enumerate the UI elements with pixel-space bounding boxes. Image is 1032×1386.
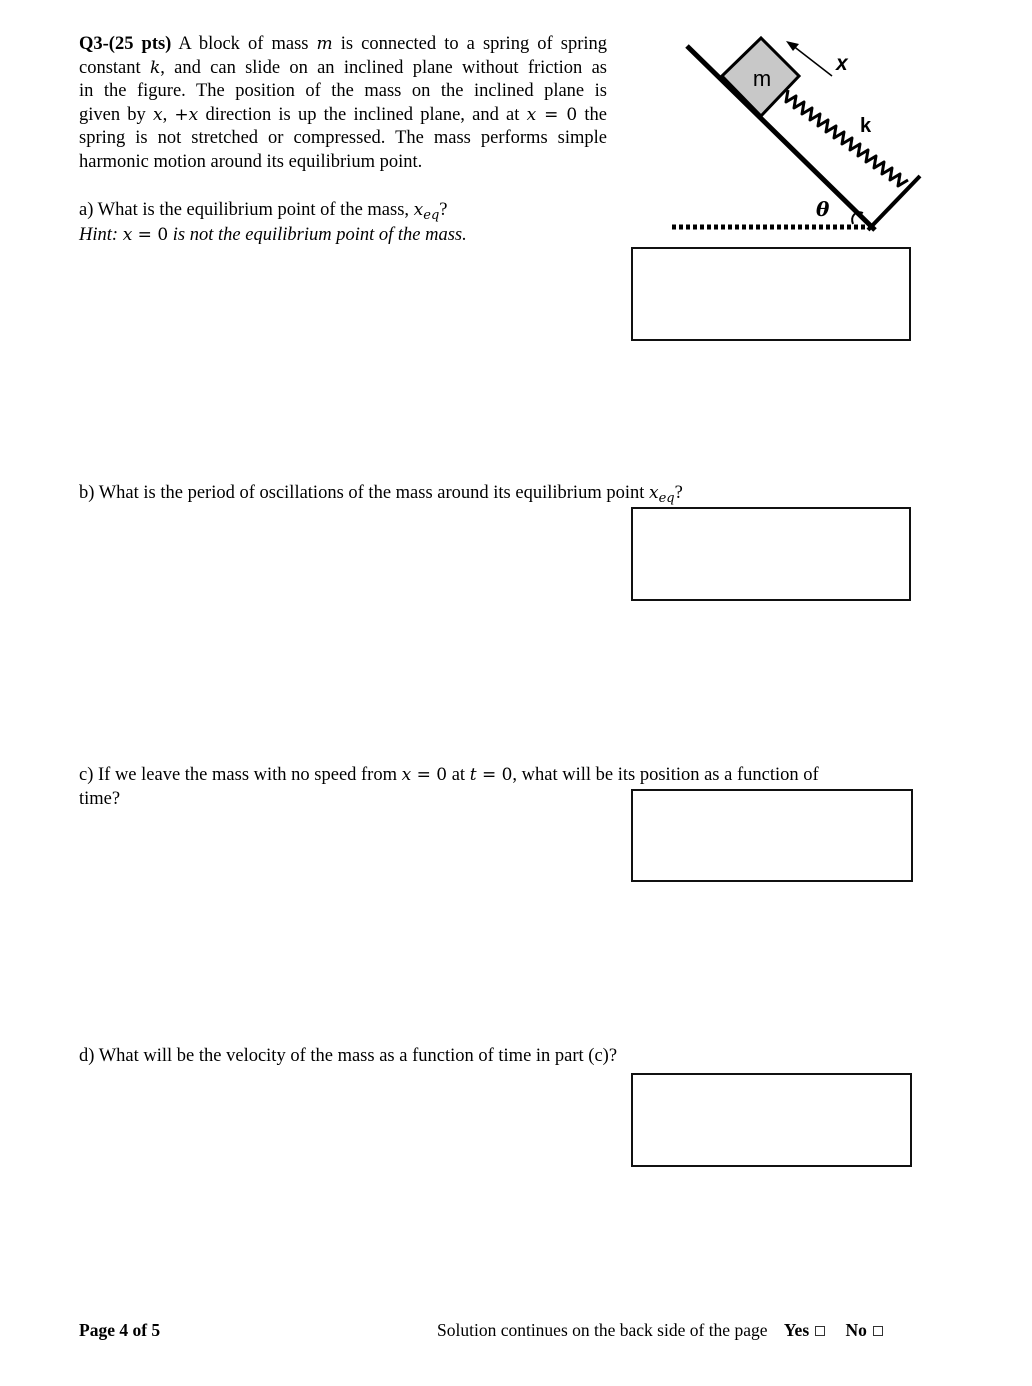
- part-c-question-line2: time?: [79, 789, 121, 809]
- question-intro: [79, 33, 607, 174]
- answer-box-b[interactable]: [631, 507, 911, 601]
- angle-label: θ: [816, 197, 830, 221]
- intro-line: spring is not stretched or compressed. The mass performs simple: [79, 128, 607, 148]
- intro-line: in the figure. The position of the mass on the inclined plane is: [79, 81, 607, 101]
- continues-notice: [437, 1320, 887, 1341]
- part-a-question: a) What is the equilibrium point of the mass, $x_{eq}$?: [79, 200, 448, 223]
- part-d-question: d) What will be the velocity of the mass as a function of time in part (c)?: [79, 1046, 618, 1066]
- yes-checkbox[interactable]: [815, 1326, 825, 1336]
- no-checkbox[interactable]: [873, 1326, 883, 1336]
- question-number: Q3-(25 pts): [79, 34, 172, 54]
- mass-label: m: [752, 66, 772, 91]
- part-b-question: b) What is the period of oscillations of the mass around its equilibrium point $x_{eq}$?: [79, 483, 683, 506]
- answer-box-c[interactable]: [631, 789, 913, 882]
- x-axis-label: x: [836, 52, 848, 75]
- yes-label: Yes: [783, 1320, 810, 1340]
- wall-line: [868, 176, 920, 230]
- answer-box-d[interactable]: [631, 1073, 912, 1167]
- page-number: Page 4 of 5: [79, 1320, 161, 1340]
- intro-line: constant k, and can slide on an inclined plane without friction as: [79, 57, 607, 78]
- intro-line: given by x, +x direction is up the inclined plane, and at x = 0 the: [79, 104, 607, 125]
- spring-label: k: [860, 115, 872, 137]
- incline-figure: [660, 30, 930, 240]
- part-a-hint: Hint: x = 0 is not the equilibrium point of the mass.: [79, 225, 467, 245]
- intro-line: harmonic motion around its equilibrium point.: [79, 151, 423, 172]
- intro-line: Q3-(25 pts) A block of mass m is connected to a spring of spring: [79, 34, 607, 54]
- continues-text: Solution continues on the back side of the page: [437, 1320, 768, 1340]
- no-label: No: [845, 1320, 867, 1340]
- spring: [786, 90, 908, 186]
- answer-box-a[interactable]: [631, 247, 911, 341]
- part-c-question: c) If we leave the mass with no speed from x = 0 at t = 0, what will be its position as a function of: [79, 765, 819, 785]
- x-axis-arrow: [792, 45, 832, 76]
